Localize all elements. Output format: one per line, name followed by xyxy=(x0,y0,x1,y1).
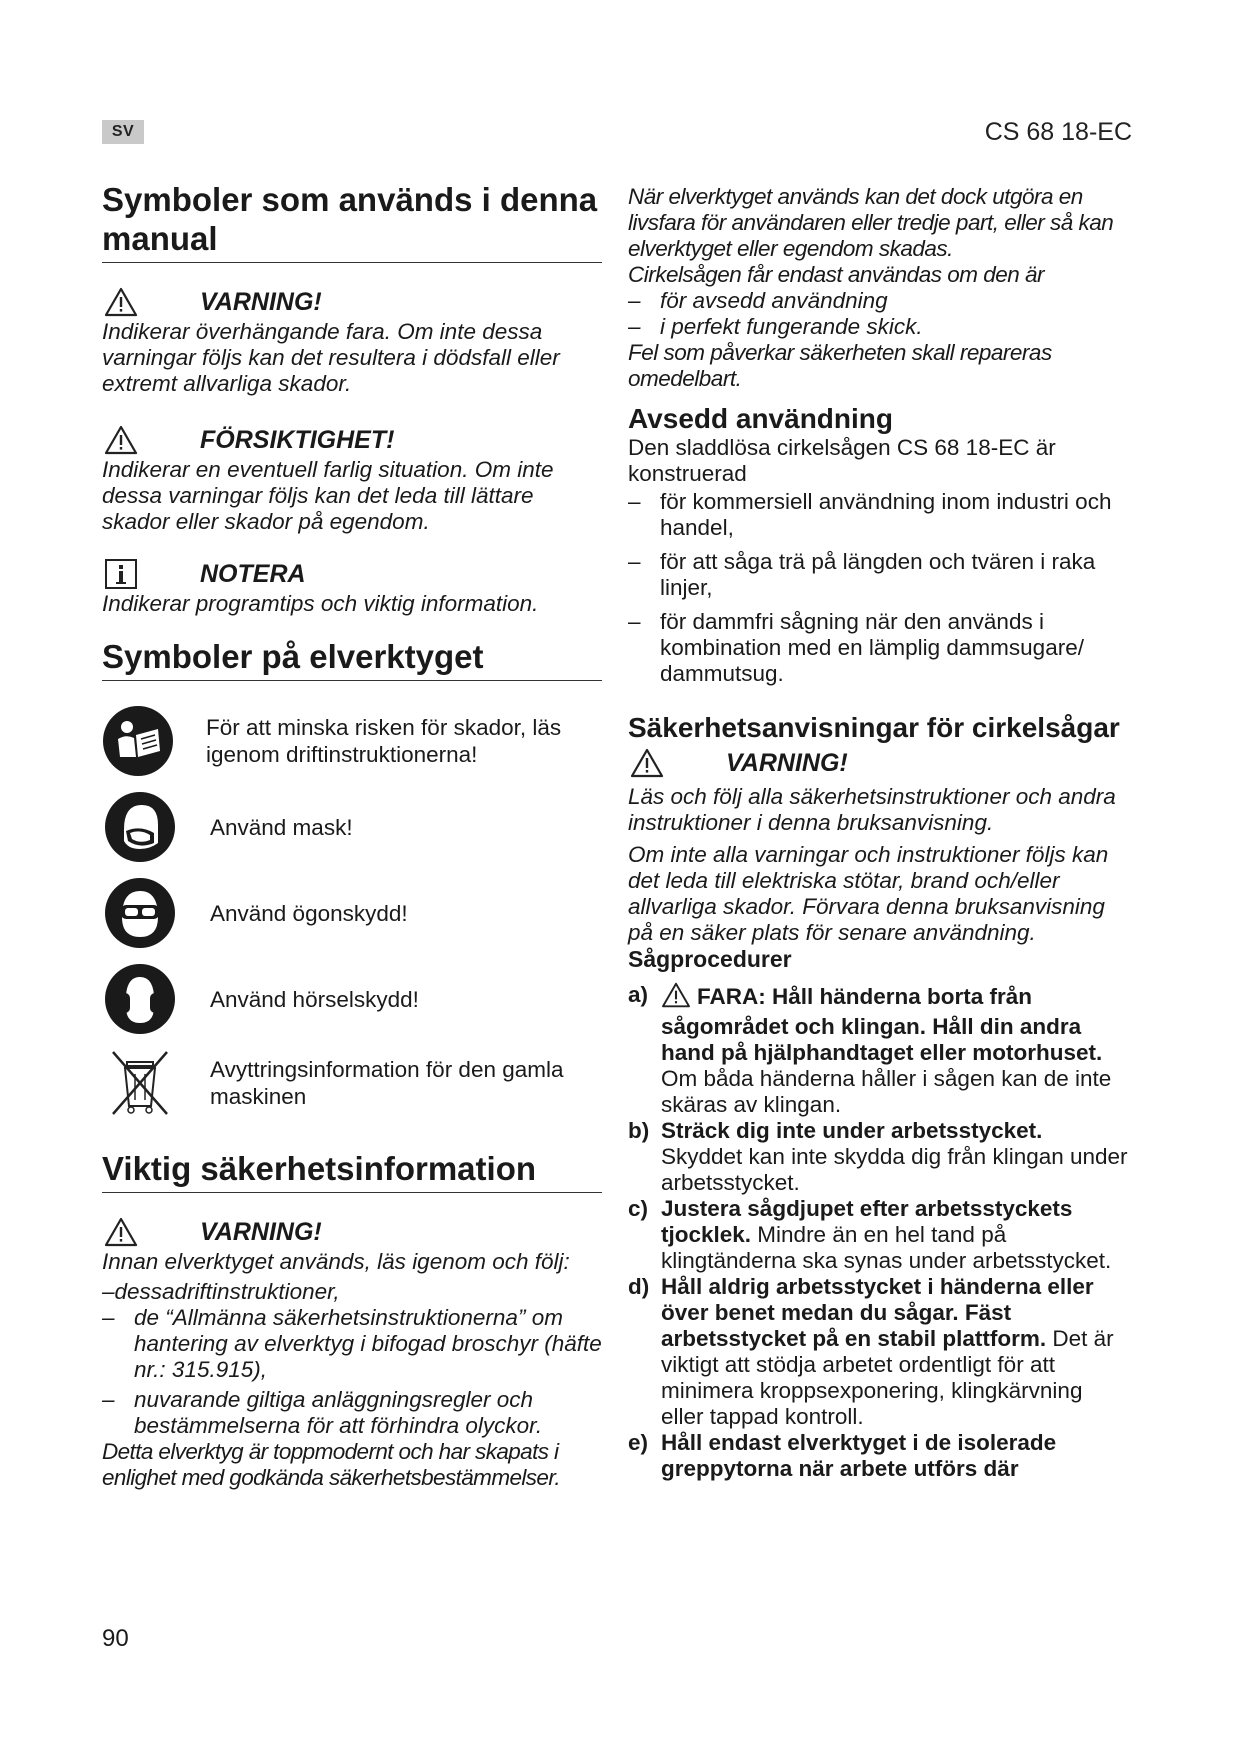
procedure-a-letter: a) xyxy=(628,982,649,1007)
right-column xyxy=(628,184,1128,1482)
safety-item-2-text: de “Allmänna säkerhetsinstruktionerna” om hantering av elverktyg i bifogad broschyr (häfte nr.: 315.915), xyxy=(134,1305,602,1382)
warning-notice-head xyxy=(102,285,602,319)
procedure-b-text: Skyddet kan inte skydda dig från klingan under arbetsstycket. xyxy=(661,1144,1128,1195)
language-badge: SV xyxy=(102,120,144,144)
procedure-d-bold: Håll aldrig arbetsstycket i händerna eller över benet medan du sågar. Fäst arbetsstycket på en stabil plattform. xyxy=(661,1274,1094,1351)
caution-triangle-icon xyxy=(102,423,140,457)
warning-triangle-icon xyxy=(102,285,140,319)
intended-item-2-text: för att såga trä på längden och tvären i raka linjer, xyxy=(660,549,1096,600)
risk-intro: När elverktyget används kan det dock utgöra en livsfara för användaren eller tredje part, eller så kan elverktyget eller egendom skadas. xyxy=(628,184,1114,261)
intended-item-3: – för dammfri sågning när den används i kombination med en lämplig dammsugare/ dammutsug. xyxy=(628,609,1084,686)
info-icon xyxy=(102,557,140,591)
symbol-text-manual: För att minska risken för skador, läs igenom driftinstruktionerna! xyxy=(206,715,562,767)
page-header xyxy=(102,120,1132,150)
safety-warning-head xyxy=(102,1215,602,1249)
procedure-a xyxy=(628,982,1128,1118)
section-title-tool-symbols: Symboler på elverktyget xyxy=(102,637,602,681)
symbol-text-mask: Använd mask! xyxy=(210,814,353,840)
symbol-text-disposal: Avyttringsinformation för den gamla maskinen xyxy=(210,1057,564,1109)
sawing-procedures-title: Sågprocedurer xyxy=(628,946,792,972)
intended-item-2: – för att såga trä på längden och tvären i raka linjer, xyxy=(628,549,1096,600)
safety-item-2: – de “Allmänna säkerhetsinstruktionerna” om hantering av elverktyg i bifogad broschyr (häfte nr.: 315.915), xyxy=(102,1305,602,1382)
disposal-bin-icon xyxy=(102,1045,178,1121)
intended-item-3-text: för dammfri sågning när den används i kombination med en lämplig dammsugare/ dammutsug. xyxy=(660,609,1084,686)
conditions-intro: Cirkelsågen får endast användas om den är xyxy=(628,262,1045,287)
procedure-a-bold: FARA: Håll händerna borta från sågområdet och klingan. Håll din andra hand på hjälphandtaget eller motorhuset. xyxy=(661,984,1103,1065)
safety-warning-label: VARNING! xyxy=(200,1217,322,1246)
caution-notice-head xyxy=(102,423,602,457)
procedure-e-letter: e) xyxy=(628,1430,649,1455)
warning-triangle-icon xyxy=(102,1215,140,1249)
safety-item-3-text: nuvarande giltiga anläggningsregler och bestämmelserna för att förhindra olyckor. xyxy=(134,1387,543,1438)
note-notice-head xyxy=(102,557,602,591)
condition-1: – för avsedd användning xyxy=(628,288,888,313)
procedure-b-bold: Sträck dig inte under arbetsstycket. xyxy=(661,1118,1043,1143)
left-column xyxy=(102,180,602,1491)
right-warning-text-2: Om inte alla varningar och instruktioner följs kan det leda till elektriska stötar, brand och/eller allvarliga skador. Förvara denna bruksanvisning på en säker plats för senare användning. xyxy=(628,842,1109,945)
procedure-d xyxy=(628,1274,1128,1430)
intended-item-1: – för kommersiell användning inom industri och handel, xyxy=(628,489,1112,540)
procedure-d-letter: d) xyxy=(628,1274,650,1299)
condition-2-text: i perfekt fungerande skick. xyxy=(660,314,923,339)
right-warning-label: VARNING! xyxy=(726,748,848,777)
intended-use-text: Den sladdlösa cirkelsågen CS 68 18-EC är konstruerad xyxy=(628,435,1056,486)
procedure-e-bold: Håll endast elverktyget i de isolerade greppytorna när arbete utförs där xyxy=(661,1430,1057,1481)
procedure-c-letter: c) xyxy=(628,1196,649,1221)
model-name: CS 68 18-EC xyxy=(984,118,1132,146)
symbol-row-disposal xyxy=(102,1045,602,1121)
procedure-c xyxy=(628,1196,1128,1274)
symbol-row-hearing xyxy=(102,961,602,1037)
procedure-e xyxy=(628,1430,1128,1482)
note-label: NOTERA xyxy=(200,559,306,588)
hearing-protection-icon xyxy=(102,961,178,1037)
warning-text: Indikerar överhängande fara. Om inte dessa varningar följs kan det resultera i dödsfall eller extremt allvarliga skador. xyxy=(102,319,560,396)
eye-protection-icon xyxy=(102,875,178,951)
safety-warning-intro: Innan elverktyget används, läs igenom och följ: xyxy=(102,1249,570,1274)
right-warning-head xyxy=(628,746,1128,780)
symbol-text-eyes: Använd ögonskydd! xyxy=(210,900,408,926)
procedure-a-text: Om båda händerna håller i sågen kan de inte skäras av klingan. xyxy=(661,1066,1112,1117)
symbol-row-manual xyxy=(102,703,602,779)
symbol-row-eyes xyxy=(102,875,602,951)
section-title-safety-info: Viktig säkerhetsinformation xyxy=(102,1149,602,1193)
right-warning-text-1: Läs och följ alla säkerhetsinstruktioner och andra instruktioner i denna bruksanvisning. xyxy=(628,784,1116,835)
condition-2: – i perfekt fungerande skick. xyxy=(628,314,923,339)
procedure-d-text: Det är viktigt att stödja arbetet ordentligt för att minimera kroppsexponering, klingkärvning eller tappad kontroll. xyxy=(661,1326,1114,1429)
symbol-text-hearing: Använd hörselskydd! xyxy=(210,986,419,1012)
caution-label: FÖRSIKTIGHET! xyxy=(200,425,395,454)
read-manual-icon xyxy=(102,703,174,779)
warning-triangle-icon xyxy=(628,746,666,780)
safety-closing: Detta elverktyg är toppmodernt och har skapats i enlighet med godkända säkerhetsbestämmelser. xyxy=(102,1439,561,1490)
section-title-symbols-manual: Symboler som används i denna manual xyxy=(102,180,602,263)
procedure-b-letter: b) xyxy=(628,1118,650,1143)
safety-instructions-title: Säkerhetsanvisningar för cirkelsågar xyxy=(628,712,1120,743)
mask-icon xyxy=(102,789,178,865)
repair-notice: Fel som påverkar säkerheten skall repareras omedelbart. xyxy=(628,340,1052,391)
procedure-c-bold: Justera sågdjupet efter arbetsstyckets tjocklek. xyxy=(661,1196,1073,1247)
procedure-c-text: Mindre än en hel tand på klingtänderna ska synas under arbetsstycket. xyxy=(661,1222,1112,1273)
caution-text: Indikerar en eventuell farlig situation. Om inte dessa varningar följs kan det leda till lättare skador eller skador på egendom. xyxy=(102,457,554,534)
page-number: 90 xyxy=(102,1625,129,1652)
intended-use-title: Avsedd användning xyxy=(628,403,894,434)
safety-item-3: – nuvarande giltiga anläggningsregler och bestämmelserna för att förhindra olyckor. xyxy=(102,1387,543,1438)
danger-triangle-icon xyxy=(661,982,691,1014)
warning-label: VARNING! xyxy=(200,287,322,316)
symbol-row-mask xyxy=(102,789,602,865)
condition-1-text: för avsedd användning xyxy=(660,288,888,313)
note-text: Indikerar programtips och viktig information. xyxy=(102,591,539,616)
safety-item-1: –dessadriftinstruktioner, xyxy=(102,1279,340,1304)
intended-item-1-text: för kommersiell användning inom industri och handel, xyxy=(660,489,1112,540)
procedure-b xyxy=(628,1118,1128,1196)
